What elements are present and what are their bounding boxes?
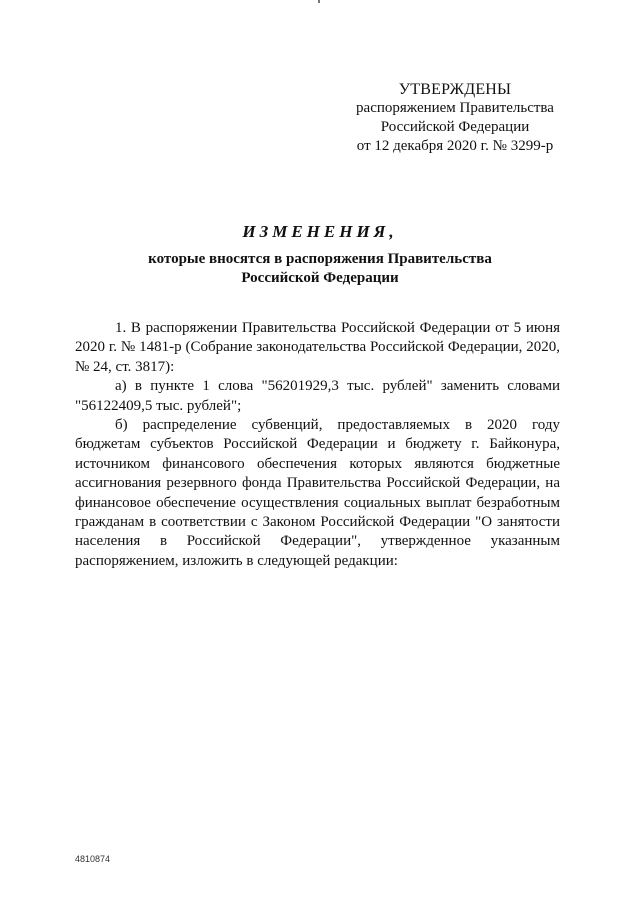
document-number: 4810874 bbox=[75, 854, 111, 864]
approval-line-3: от 12 декабря 2020 г. № 3299-р bbox=[356, 138, 554, 154]
approval-line-1: распоряжением Правительства bbox=[356, 100, 554, 116]
paragraph-1: 1. В распоряжении Правительства Российской Федерации от 5 июня 2020 г. № 1481-р (Собрание законодательства Российской Федерации, 2020, № 24, ст. 3817): bbox=[75, 320, 560, 375]
document-title: ИЗМЕНЕНИЯ, bbox=[242, 222, 398, 241]
document-body bbox=[75, 319, 560, 571]
approval-line-2: Российской Федерации bbox=[380, 119, 530, 135]
approval-heading: УТВЕРЖДЕНЫ bbox=[398, 81, 512, 98]
document-subtitle bbox=[60, 250, 580, 288]
subtitle-line-2: Российской Федерации bbox=[241, 270, 399, 286]
subtitle-line-1: которые вносятся в распоряжения Правительства bbox=[148, 251, 492, 267]
paragraph-a: а) в пункте 1 слова "56201929,3 тыс. рублей" заменить словами "56122409,5 тыс. рублей"; bbox=[75, 378, 560, 414]
approval-stamp bbox=[340, 80, 570, 156]
scan-mark bbox=[318, 0, 320, 3]
paragraph-b: б) распределение субвенций, предоставляемых в 2020 году бюджетам субъектов Российской Федерации и бюджету г. Байконура, источником финансового обеспечения которых являются бюджетные ассигнования резервного фонда Правительства Российской Федерации, на финансовое обеспечение осуществления социальных выплат безработным гражданам в соответствии с Законом Российской Федерации "О занятости населения в Российской Федерации", утвержденное указанным распоряжением, изложить в следующей редакции: bbox=[75, 417, 560, 569]
